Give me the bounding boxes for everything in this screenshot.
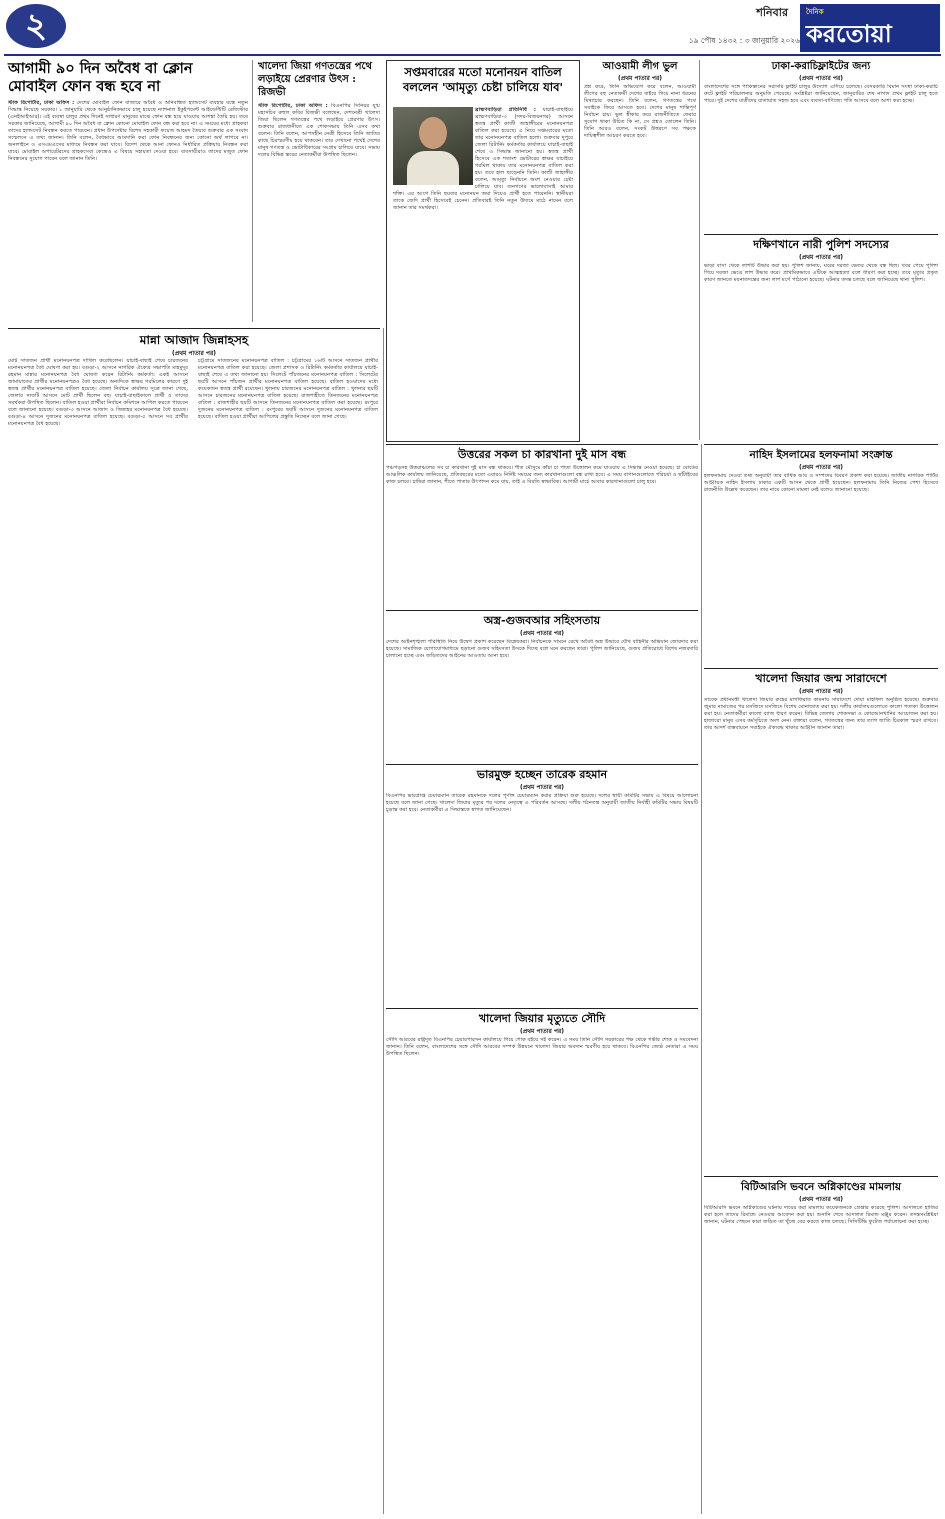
article-body: বিটিআরসি ভবনে অগ্নিকাণ্ডের ঘটনায় দায়ের করা মামলায় কয়েকজনকে গ্রেপ্তার করেছে পুলিশ। আদালতে হাজির করা হলে তাদের রিমান্ডে নেওয়ার আবেদন করা হয়। শুনানি শেষে আদালত রিমান্ড মঞ্জুর করেন। তদন্তসংশ্লিষ্টরা জানান, ঘটনার পেছনে কারা জড়িত তা খুঁজে বের করতে কাজ চলছে। সিসিটিভি ফুটেজ পর্যালোচনা করা হচ্ছে। (704, 1205, 938, 1225)
article-body: সাবেক প্রধানমন্ত্রী খালেদা জিয়ার রুহের মাগফিরাত কামনায় সারাদেশে দোয়া মাহফিল অনুষ্ঠিত হয়েছে। শুক্রবার জুমার নামাজের পর মসজিদে মসজিদে বিশেষ মোনাজাত করা হয়। দলীয় কার্যালয়গুলোতে কালো পতাকা উত্তোলন করা হয়। নেতাকর্মীরা কালো ব্যাজ ধারণ করেন। বিভিন্ন জেলায় শোকসভা ও কোরআনখানির আয়োজন করা হয়। হাজারো মানুষ এসব কর্মসূচিতে অংশ নেন। বক্তারা বলেন, গণতন্ত্রের জন্য তার ত্যাগ জাতি চিরকাল স্মরণ রাখবে। তার আদর্শ বাস্তবায়নে সবাইকে ঐক্যবদ্ধ থাকার আহ্বান জানান তারা। (704, 697, 938, 731)
article-nomination (386, 60, 580, 442)
article-bcs (704, 1180, 938, 1512)
continued-label: (প্রথম পাতার পর) (519, 1028, 565, 1035)
headline-phone-1: আগামী ৯০ দিন অবৈধ বা ক্লোন (8, 60, 193, 77)
continued-label: (প্রথম পাতার পর) (798, 1196, 844, 1203)
article-awami (584, 60, 696, 440)
headline-nahid: নাহিদ ইসলামের হলফনামা সংক্রান্ত (749, 449, 893, 461)
continued-label: (প্রথম পাতার পর) (798, 688, 844, 695)
article-body-right: চট্টগ্রামে সাতজনের মনোনয়নপত্র বাতিল : চট্টগ্রামের ১৬টি আসনে সাতজন প্রার্থীর মনোনয়নপত্র বাতিল করা হয়েছে। জেলা প্রশাসক ও রিটার্নিং কর্মকর্তার কার্যালয়ে যাচাই-বাছাই শেষে এ তথ্য জানানো হয়। সিলেটে পাঁচজনের মনোনয়নপত্র বাতিল : সিলেটের ছয়টি আসনে পাঁচজন প্রার্থীর মনোনয়নপত্র বাতিল হয়েছে। বাতিল হওয়াদের মধ্যে কয়েকজন স্বতন্ত্র প্রার্থী রয়েছেন। খুলনায় চারজনের মনোনয়নপত্র বাতিল : খুলনার ছয়টি আসনে চারজনের মনোনয়নপত্র বাতিল হয়েছে। রাজশাহীতে তিনজনের মনোনয়নপত্র বাতিল : রাজশাহীর ছয়টি আসনে তিনজনের মনোনয়নপত্র বাতিল করা হয়েছে। রংপুরে দুজনের মনোনয়নপত্র বাতিল : রংপুরের ছয়টি আসনে দুজনের মনোনয়নপত্র বাতিল হয়েছে। বাতিল হওয়া প্রার্থীরা আপিলের প্রস্তুতি নিচ্ছেন বলে জানা গেছে। (198, 358, 378, 420)
logo-main: করতোয়া (806, 19, 892, 48)
article-police (704, 238, 938, 438)
article-saudi (386, 1012, 698, 1512)
article-arms (386, 614, 698, 760)
article-body: দেশের আইনশৃঙ্খলা পরিস্থিতি নিয়ে উদ্বেগ প্রকাশ করেছেন বিশ্লেষকরা। নির্বাচনকে সামনে রেখে অবৈধ অস্ত্র উদ্ধারে যৌথ বাহিনীর অভিযান জোরদার করা হয়েছে। সামাজিক যোগাযোগমাধ্যমে ছড়ানো গুজব সহিংসতা উসকে দিচ্ছে বলে মনে করছেন তারা। পুলিশ জানিয়েছে, গুজব প্রতিরোধে বিশেষ নজরদারি চালানো হচ্ছে এবং জড়িতদের আইনের আওতায় আনা হবে। (386, 639, 698, 659)
headline-nomination-1: সপ্তমবারের মতো মনোনয়ন বাতিল (404, 65, 562, 79)
headline-police: দক্ষিণখানে নারী পুলিশ সদস্যের (753, 238, 889, 251)
continued-label: (প্রথম পাতার পর) (798, 464, 844, 471)
dateline: ব্রাহ্মণবাড়িয়া প্রতিনিধি : (475, 107, 536, 113)
page-number-badge: ২ (6, 4, 66, 48)
phone-body-text: দেশের মোবাইল ফোন বাজারে অবৈধ ও অনিবন্ধিত হ্যান্ডসেট ব্যবহার বন্ধে নতুন সিদ্ধান্ত নিয়েছে সরকার। ১ জানুয়ারি থেকে আনুষ্ঠানিকভাবে চালু হয়েছে ন্যাশনাল ইকুইপমেন্ট আইডেন্টিটি রেজিস্টার (এনইআইআর)। এই ব্যবস্থা চালুর প্রথম দিনেই সাধারণ মানুষের মাঝে ফোন বন্ধ হয়ে যাওয়ার আশঙ্কা তৈরি হয়। তবে সরকার জানিয়েছে, আগামী ৯০ দিন অবৈধ বা ক্লোন কোনো মোবাইল ফোন বন্ধ করা হবে না। এ সময়ের মধ্যে গ্রাহকরা তাদের হ্যান্ডসেট নিবন্ধন করতে পারবেন। প্রধান উপদেষ্টার বিশেষ সহকারী ফয়েজ আহমদ তৈয়্যব শুক্রবার এক সংবাদ সম্মেলনে এ তথ্য জানান। তিনি বলেন, বৈধভাবে আমদানি করা ফোন নিবন্ধনের জন্য কোনো অর্থ লাগবে না। অনলাইনে ও এসএমএসের মাধ্যমে নিবন্ধন করা যাবে। বিদেশ থেকে আনা ফোনও নির্ধারিত প্রক্রিয়ায় নিবন্ধন করা যাবে। মোবাইল অপারেটরদের গ্রাহকসেবা কেন্দ্রেও এ বিষয়ে সহায়তা দেওয়া হবে। ব্যবসায়ীরাও তাদের মজুত ফোন নিবন্ধনের সুযোগ পাবেন বলে জানান তিনি। (8, 100, 248, 162)
headline-bcs: বিটিআরসি ভবনে অগ্নিকাণ্ডের মামলায় (740, 1181, 902, 1193)
headline-awami: আওয়ামী লীগ ভুল (602, 61, 678, 72)
khaleda-inspiration-body-text: বিএনপির সিনিয়র যুগ্ম মহাসচিব রুহুল কবির রিজভী বলেছেন, দেশনেত্রী খালেদা জিয়া ছিলেন গণতন্ত্রের পথে লড়াইয়ে প্রেরণার উৎস। শুক্রবার রাজধানীতে এক শোকসভায় তিনি এসব কথা বলেন। তিনি বলেন, আপসহীন নেত্রী হিসেবে তিনি জাতির কাছে চিরস্মরণীয় হয়ে থাকবেন। তার দেখানো পথেই দেশের মানুষ গণতন্ত্র ও ভোটাধিকারের সংগ্রাম চালিয়ে যাবে। সভায় দলের বিভিন্ন স্তরের নেতাকর্মীরা উপস্থিত ছিলেন। (258, 103, 380, 158)
dateline: স্টাফ রিপোর্টার, ঢাকা অফিস : (8, 100, 75, 106)
date-line: ১৯ পৌষ ১৪৩২ : ৩ জানুয়ারি ২০২৬ (688, 36, 800, 45)
headline-khaleda-inspiration: খালেদা জিয়া গণতন্ত্রের পথে লড়াইয়ে প্রেরণার উৎস : রিজভী (258, 61, 372, 98)
article-body (258, 103, 380, 295)
continued-label: (প্রথম পাতার পর) (798, 75, 844, 82)
headline-saudi: খালেদা জিয়ার মৃত্যুতে সৌদি (478, 1012, 606, 1025)
logo-small: দৈনিক (806, 8, 824, 16)
dateline: স্টাফ রিপোর্টার, ঢাকা অফিস : (258, 103, 328, 109)
article-body: প্রশ্ন করে, তিনি অভিযোগ করে বলেন, আওয়ামী লীগের বহু নেতাকর্মী দেশের বাইরে গিয়ে নানা ধরনের মিথ্যাচার করছেন। তিনি বলেন, গণতন্ত্রের পথে সবাইকে ফিরে আসতে হবে। দেশের মানুষ শান্তিপূর্ণ নির্বাচন চায়। ভুল স্বীকার করে রাজনীতিতে ফেরার সুযোগ থাকা উচিত কি না, সে প্রশ্নও তোলেন তিনি। তিনি আরও বলেন, সংকট উত্তরণে সব পক্ষকে দায়িত্বশীল আচরণ করতে হবে। (584, 84, 696, 139)
article-body: বিএনপির ভারপ্রাপ্ত চেয়ারম্যান তারেক রহমানকে দলের পূর্ণাঙ্গ চেয়ারম্যান করার প্রক্রিয়া শুরু হয়েছে। দলের স্থায়ী কমিটির সভায় এ বিষয়ে আলোচনা হয়েছে বলে জানা গেছে। খালেদা জিয়ার মৃত্যুর পর দলের নেতৃত্বে এ পরিবর্তন আসছে। দলীয় গঠনতন্ত্র অনুযায়ী জাতীয় নির্বাহী কমিটির সভায় বিষয়টি চূড়ান্ত করা হবে। নেতাকর্মীরা এ সিদ্ধান্তকে স্বাগত জানিয়েছেন। (386, 793, 698, 813)
article-body-left: মোট সাতজন প্রার্থী মনোনয়নপত্র দাখিল করেছিলেন। যাচাই-বাছাই শেষে চারজনের মনোনয়নপত্র বৈধ ঘোষণা করা হয়। বগুড়া-২ আসনে নাগরিক ঐক্যের সভাপতি মাহমুদুর রহমান মান্নার মনোনয়নপত্র বৈধ ঘোষণা করেন রিটার্নিং কর্মকর্তা। একই আসনে জামায়াতের প্রার্থীর মনোনয়নপত্রও বৈধ হয়েছে। অন্যদিকে স্বাক্ষর গরমিলের কারণে দুই স্বতন্ত্র প্রার্থীর মনোনয়নপত্র বাতিল হয়েছে। জেলা নির্বাচন কার্যালয় সূত্রে জানা গেছে, জেলার সাতটি আসনে মোট প্রার্থী ছিলেন বহু। যাচাই-বাছাইকালে প্রার্থী ও তাদের সমর্থকরা উপস্থিত ছিলেন। বাতিল হওয়া প্রার্থীরা নির্বাচন কমিশনে আপিল করতে পারবেন বলে জানানো হয়েছে। বগুড়া-৩ আসনে আজাদ ও জিন্নাহর মনোনয়নপত্র বৈধ হয়েছে। বগুড়া-৪ আসনে দুজনের মনোনয়নপত্র বাতিল হয়েছে। বগুড়া-৫ আসনে সব প্রার্থীর মনোনয়নপত্র বৈধ হয়েছে। (8, 358, 188, 427)
masthead-rule (4, 54, 941, 56)
article-dhaka-karachi (704, 60, 938, 230)
article-tarique (386, 768, 698, 1004)
continued-label: (প্রথম পাতার পর) (798, 254, 844, 261)
article-body: সৌদি আরবের রাষ্ট্রদূত বিএনপির চেয়ারপারসন কার্যালয়ে গিয়ে শোক বইয়ে সই করেন। এ সময় তিনি সৌদি সরকারের পক্ষ থেকে গভীর শোক ও সমবেদনা জানান। তিনি বলেন, বাংলাদেশের সঙ্গে সৌদি আরবের সম্পর্ক উন্নয়নে খালেদা জিয়ার অবদান স্মরণীয় হয়ে থাকবে। বিএনপির জ্যেষ্ঠ নেতারা এ সময় উপস্থিত ছিলেন। (386, 1037, 698, 1057)
headline-mannan: মান্না আজাদ জিন্নাহসহ (139, 333, 249, 347)
headline-arms: অস্ত্র-গুজবআর সহিংসতায় (483, 614, 601, 627)
article-body: হলফনামায় দেওয়া তথ্য অনুযায়ী তার বার্ষিক আয় ও সম্পদের বিবরণ প্রকাশ করা হয়েছে। জাতীয় নাগরিক পার্টির আহ্বায়ক নাহিদ ইসলাম ঢাকার একটি আসন থেকে প্রার্থী হয়েছেন। হলফনামায় তিনি নিজের পেশা হিসেবে রাজনীতি উল্লেখ করেছেন। তার নামে কোনো মামলা নেই বলেও জানানো হয়েছে। (704, 473, 938, 493)
headline-factory: উত্তরের সকল চা কারখানা দুই মাস বন্ধ (457, 448, 627, 461)
headline-nomination-2: বললেন 'আমৃত্যু চেষ্টা চালিয়ে যাব' (402, 80, 564, 94)
day-label: শনিবার (756, 6, 788, 19)
headline-phone-2: মোবাইল ফোন বন্ধ হবে না (8, 78, 161, 95)
headline-dhaka-karachi: ঢাকা-করাচিফ্লাইটের জন্য (771, 61, 871, 72)
logo (800, 4, 940, 52)
nomination-body-text: যাচাই-বাছাইয়ে ব্রাহ্মণবাড়িয়া-৩ (সদর-বিজয়নগর) আসনে স্বতন্ত্র প্রার্থী কাজী জাহাঙ্গীরের মনোনয়নপত্র বাতিল করা হয়েছে। এ নিয়ে সপ্তমবারের মতো তার মনোনয়নপত্র বাতিল হলো। শুক্রবার দুপুরে জেলা রিটার্নিং কর্মকর্তার কার্যালয়ে যাচাই-বাছাই শেষে এ সিদ্ধান্ত জানানো হয়। স্বতন্ত্র প্রার্থী হিসেবে এক শতাংশ ভোটারের স্বাক্ষর যাচাইয়ে গরমিল থাকায় তার মনোনয়নপত্র বাতিল করা হয়। তবে হাল ছাড়েননি তিনি। কাজী জাহাঙ্গীর বলেন, আমৃত্যু নির্বাচনে অংশ নেওয়ার চেষ্টা চালিয়ে যাব। জনগণের ভালোবাসাই আমার শক্তি। এর আগে তিনি ছয়বার মনোনয়ন জমা দিয়েও প্রার্থী হতে পারেননি। স্থানীয়রা তাকে জেদি প্রার্থী হিসেবেই চেনেন। প্রতিবারই তিনি নতুন উদ্যমে মাঠে নামেন বলে জানান তার সমর্থকরা। (393, 107, 573, 211)
article-khaleda-inspiration (258, 60, 380, 322)
continued-label: (প্রথম পাতার পর) (519, 630, 565, 637)
article-birth (704, 672, 938, 1172)
article-nahid (704, 448, 938, 664)
article-body: ভাড়া বাসা থেকে লাশটি উদ্ধার করা হয়। পুলিশ জানায়, ঘরের দরজা ভেতর থেকে বন্ধ ছিল। খবর পেয়ে পুলিশ গিয়ে দরজা ভেঙে লাশ উদ্ধার করে। প্রাথমিকভাবে এটিকে আত্মহত্যা বলে ধারণা করা হচ্ছে। তবে মৃত্যুর প্রকৃত কারণ জানতে ময়নাতদন্তের জন্য লাশ মর্গে পাঠানো হয়েছে। ঘটনার তদন্ত চলছে বলে জানিয়েছে থানা পুলিশ। (704, 263, 938, 283)
headline-tarique: ভারমুক্ত হচ্ছেন তারেক রহমান (476, 768, 608, 781)
continued-label: (প্রথম পাতার পর) (617, 75, 663, 82)
continued-label: (প্রথম পাতার পর) (519, 784, 565, 791)
article-factory (386, 448, 698, 606)
article-body (393, 107, 573, 433)
article-mannan (8, 332, 380, 1514)
article-body (8, 100, 248, 318)
masthead-right (650, 4, 940, 52)
headline-birth: খালেদা জিয়ার জন্ম সারাদেশে (755, 672, 887, 685)
article-body: বাংলাদেশের সঙ্গে পাকিস্তানের সরাসরি ফ্লাইট চালুর উদ্যোগ এগিয়ে চলেছে। বেসরকারি বিমান সংস্থা ঢাকা-করাচি রুটে ফ্লাইট পরিচালনার অনুমতি পেয়েছে। সংশ্লিষ্টরা জানিয়েছেন, জানুয়ারির শেষ নাগাদ প্রথম ফ্লাইট চালু হতে পারে। দুই দেশের যাত্রীদের যাতায়াত সহজ হবে এবং ব্যবসা-বাণিজ্যে গতি আসবে বলে আশা করা হচ্ছে। (704, 84, 938, 104)
article-body: পঞ্চগড়সহ উত্তরাঞ্চলের সব চা কারখানা দুই মাস বন্ধ থাকবে। শীত মৌসুমে কাঁচা চা পাতা উত্তোলন কমে যাওয়ায় এ সিদ্ধান্ত নেওয়া হয়েছে। চা বোর্ডের আঞ্চলিক কার্যালয় জানিয়েছে, প্রতিবছরের মতো এবারও নির্দিষ্ট সময়ের জন্য কারখানাগুলো বন্ধ রাখা হবে। এ সময় বাগানগুলোতে পরিচর্যা ও ছাঁটাইয়ের কাজ চলবে। চাষিরা জানান, শীতে পাতার উৎপাদন কমে যায়, তাই এ বিরতি স্বাভাবিক। আগামী মার্চে আবার কারখানাগুলো চালু হবে। (386, 465, 698, 485)
continued-label: (প্রথম পাতার পর) (171, 350, 217, 357)
article-phone (8, 60, 248, 322)
